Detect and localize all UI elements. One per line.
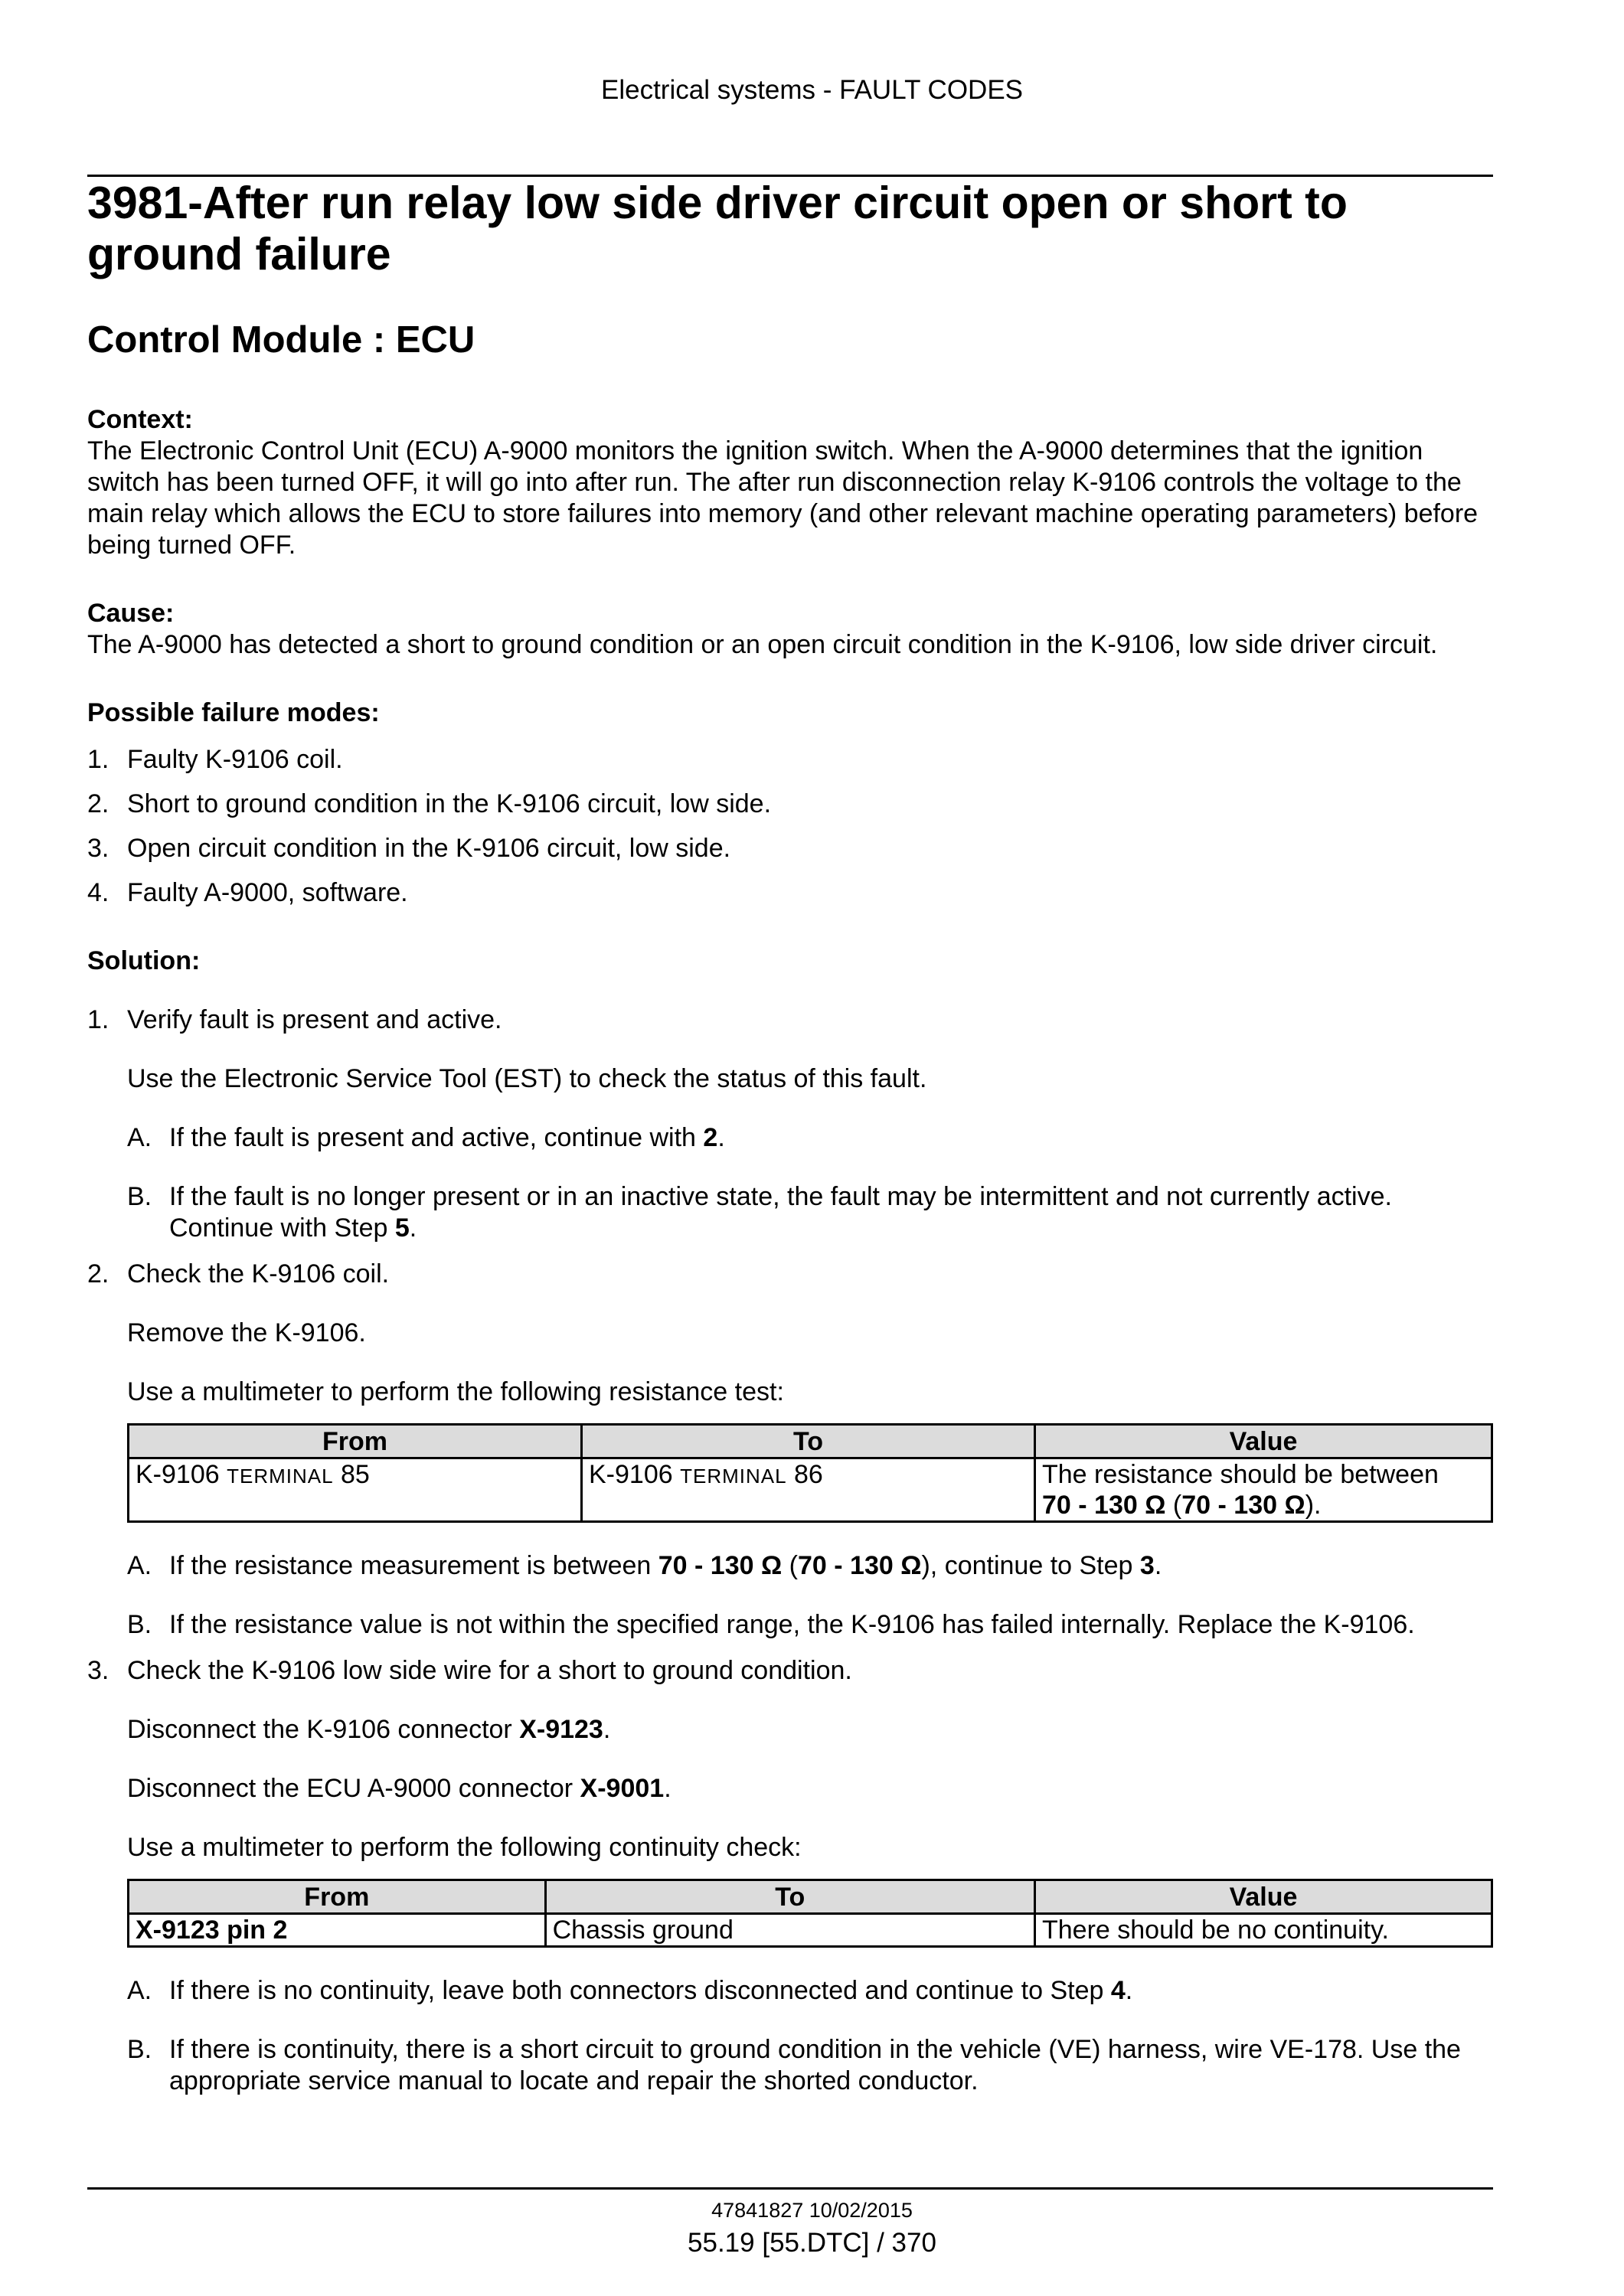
option-tail: . (1125, 1976, 1133, 2005)
table-header-row (129, 1880, 1492, 1914)
step-number: 1. (87, 1005, 109, 1034)
list-item (87, 789, 1493, 820)
table-cell-from (129, 1914, 546, 1947)
option-text: ( (782, 1551, 799, 1580)
option-value: 70 - 130 Ω (798, 1551, 922, 1580)
continuity-check-table (127, 1879, 1493, 1948)
step-body (127, 1714, 1493, 1746)
solution-step-2 (87, 1259, 1493, 1641)
step-number: 2. (87, 1259, 109, 1288)
step-option-b (127, 1609, 1493, 1641)
step-option-a (127, 1550, 1493, 1582)
table-header: To (545, 1880, 1034, 1914)
cause-label: Cause: (87, 599, 175, 628)
step-option-a (127, 1122, 1493, 1154)
cell-value: 70 - 130 Ω (1042, 1491, 1166, 1520)
solution-step-1 (87, 1004, 1493, 1244)
header-rule (87, 175, 1493, 177)
option-letter: A. (127, 1976, 152, 2005)
option-text: If there is continuity, there is a short circuit to ground condition in the vehicle (VE) harness, wire VE-178. Use the appropriate service manual to locate and repair the shorted conductor. (169, 2035, 1461, 2095)
main-content (87, 178, 1493, 2097)
table-header: From (129, 1425, 582, 1458)
cell-text: 85 (333, 1460, 370, 1489)
solution-step-3 (87, 1655, 1493, 2097)
list-item (87, 833, 1493, 864)
option-letter: B. (127, 1610, 152, 1639)
body-text: Disconnect the K-9106 connector (127, 1715, 520, 1744)
option-ref: 2 (703, 1123, 718, 1152)
item-text: Faulty K-9106 coil. (127, 745, 343, 774)
table-header-row (129, 1425, 1492, 1458)
table-cell-value: There should be no continuity. (1035, 1914, 1492, 1947)
footer-rule (87, 2187, 1493, 2190)
item-number: 2. (87, 789, 109, 818)
solution-label: Solution: (87, 946, 201, 975)
option-letter: A. (127, 1123, 152, 1152)
cell-text: The resistance should be between (1042, 1460, 1439, 1489)
step-option-a (127, 1975, 1493, 2007)
option-text: If the resistance measurement is between (169, 1551, 658, 1580)
step-body (127, 1773, 1493, 1804)
step-title: Check the K-9106 low side wire for a short to ground condition. (127, 1656, 852, 1685)
body-text: . (664, 1774, 671, 1803)
solution-section (87, 946, 1493, 2097)
table-cell-from (129, 1458, 582, 1522)
option-letter: B. (127, 2035, 152, 2064)
step-number: 3. (87, 1656, 109, 1685)
table-header: From (129, 1880, 546, 1914)
cause-section (87, 598, 1493, 661)
running-header: Electrical systems - FAULT CODES (600, 75, 1024, 105)
cell-text: TERMINAL (227, 1465, 334, 1488)
context-text: The Electronic Control Unit (ECU) A-9000 monitors the ignition switch. When the A-9000 determines that the ignition switch has been turned OFF, it will go into after run. The after run disconnection relay K-9106 controls the voltage to the main relay which allows the ECU to store failures into memory (and other relevant machine operating parameters) before being turned OFF. (87, 436, 1479, 560)
cell-text: ( (1165, 1491, 1182, 1520)
option-value: 70 - 130 Ω (658, 1551, 783, 1580)
context-label: Context: (87, 405, 193, 434)
option-text: If the fault is present and active, continue with (169, 1123, 704, 1152)
list-item (87, 744, 1493, 776)
option-text: ), continue to Step (921, 1551, 1140, 1580)
item-text: Short to ground condition in the K-9106 circuit, low side. (127, 789, 772, 818)
option-tail: . (717, 1123, 725, 1152)
option-tail: . (1154, 1551, 1162, 1580)
step-title: Verify fault is present and active. (127, 1005, 502, 1034)
table-row (129, 1914, 1492, 1947)
cell-text: K-9106 (136, 1460, 227, 1489)
page-title: 3981-After run relay low side driver circuit open or short to ground failure (87, 178, 1348, 279)
footer-doc-code: 47841827 10/02/2015 (711, 2199, 913, 2222)
table-cell-to (582, 1458, 1035, 1522)
step-option-b (127, 2034, 1493, 2097)
cell-text: 86 (786, 1460, 823, 1489)
failure-modes-label: Possible failure modes: (87, 698, 380, 727)
option-ref: 4 (1110, 1976, 1126, 2005)
cell-text: ). (1305, 1491, 1322, 1520)
cell-text: TERMINAL (680, 1465, 787, 1488)
step-body: Use a multimeter to perform the following resistance test: (127, 1377, 784, 1406)
list-item (87, 877, 1493, 909)
table-cell-value (1035, 1458, 1492, 1522)
item-text: Open circuit condition in the K-9106 circuit, low side. (127, 834, 731, 863)
failure-modes-list (87, 744, 1493, 909)
context-section (87, 404, 1493, 561)
cell-value: 70 - 130 Ω (1181, 1491, 1305, 1520)
item-number: 3. (87, 834, 109, 863)
table-row (129, 1458, 1492, 1522)
option-tail: . (409, 1213, 417, 1243)
connector-id: X-9123 (519, 1715, 603, 1744)
control-module-heading: Control Module : ECU (87, 319, 475, 361)
resistance-test-table (127, 1423, 1493, 1523)
table-header: To (582, 1425, 1035, 1458)
body-text: Disconnect the ECU A-9000 connector (127, 1774, 580, 1803)
option-letter: B. (127, 1182, 152, 1211)
option-letter: A. (127, 1551, 152, 1580)
footer-page-number: 55.19 [55.DTC] / 370 (688, 2228, 936, 2258)
connector-id: X-9001 (580, 1774, 665, 1803)
option-text: If there is no continuity, leave both connectors disconnected and continue to Step (169, 1976, 1111, 2005)
step-body: Remove the K-9106. (127, 1318, 366, 1347)
table-header: Value (1035, 1880, 1492, 1914)
table-header: Value (1035, 1425, 1492, 1458)
step-body: Use a multimeter to perform the following continuity check: (127, 1833, 802, 1862)
step-title: Check the K-9106 coil. (127, 1259, 390, 1288)
table-cell-to: Chassis ground (545, 1914, 1034, 1947)
item-number: 1. (87, 745, 109, 774)
item-text: Faulty A-9000, software. (127, 878, 408, 907)
item-number: 4. (87, 878, 109, 907)
failure-modes-section (87, 697, 1493, 909)
option-ref: 5 (394, 1213, 410, 1243)
step-body: Use the Electronic Service Tool (EST) to check the status of this fault. (127, 1064, 927, 1093)
body-text: . (603, 1715, 611, 1744)
option-text: If the resistance value is not within the specified range, the K-9106 has failed internally. Replace the K-9106. (169, 1610, 1415, 1639)
option-ref: 3 (1139, 1551, 1155, 1580)
cause-text: The A-9000 has detected a short to ground condition or an open circuit condition in the K-9106, low side driver circuit. (87, 630, 1438, 659)
step-option-b (127, 1181, 1493, 1244)
cell-text: X-9123 pin 2 (136, 1916, 288, 1945)
option-text: If the fault is no longer present or in an inactive state, the fault may be intermittent and not currently active. Continue with Step (169, 1182, 1392, 1243)
cell-text: K-9106 (589, 1460, 681, 1489)
